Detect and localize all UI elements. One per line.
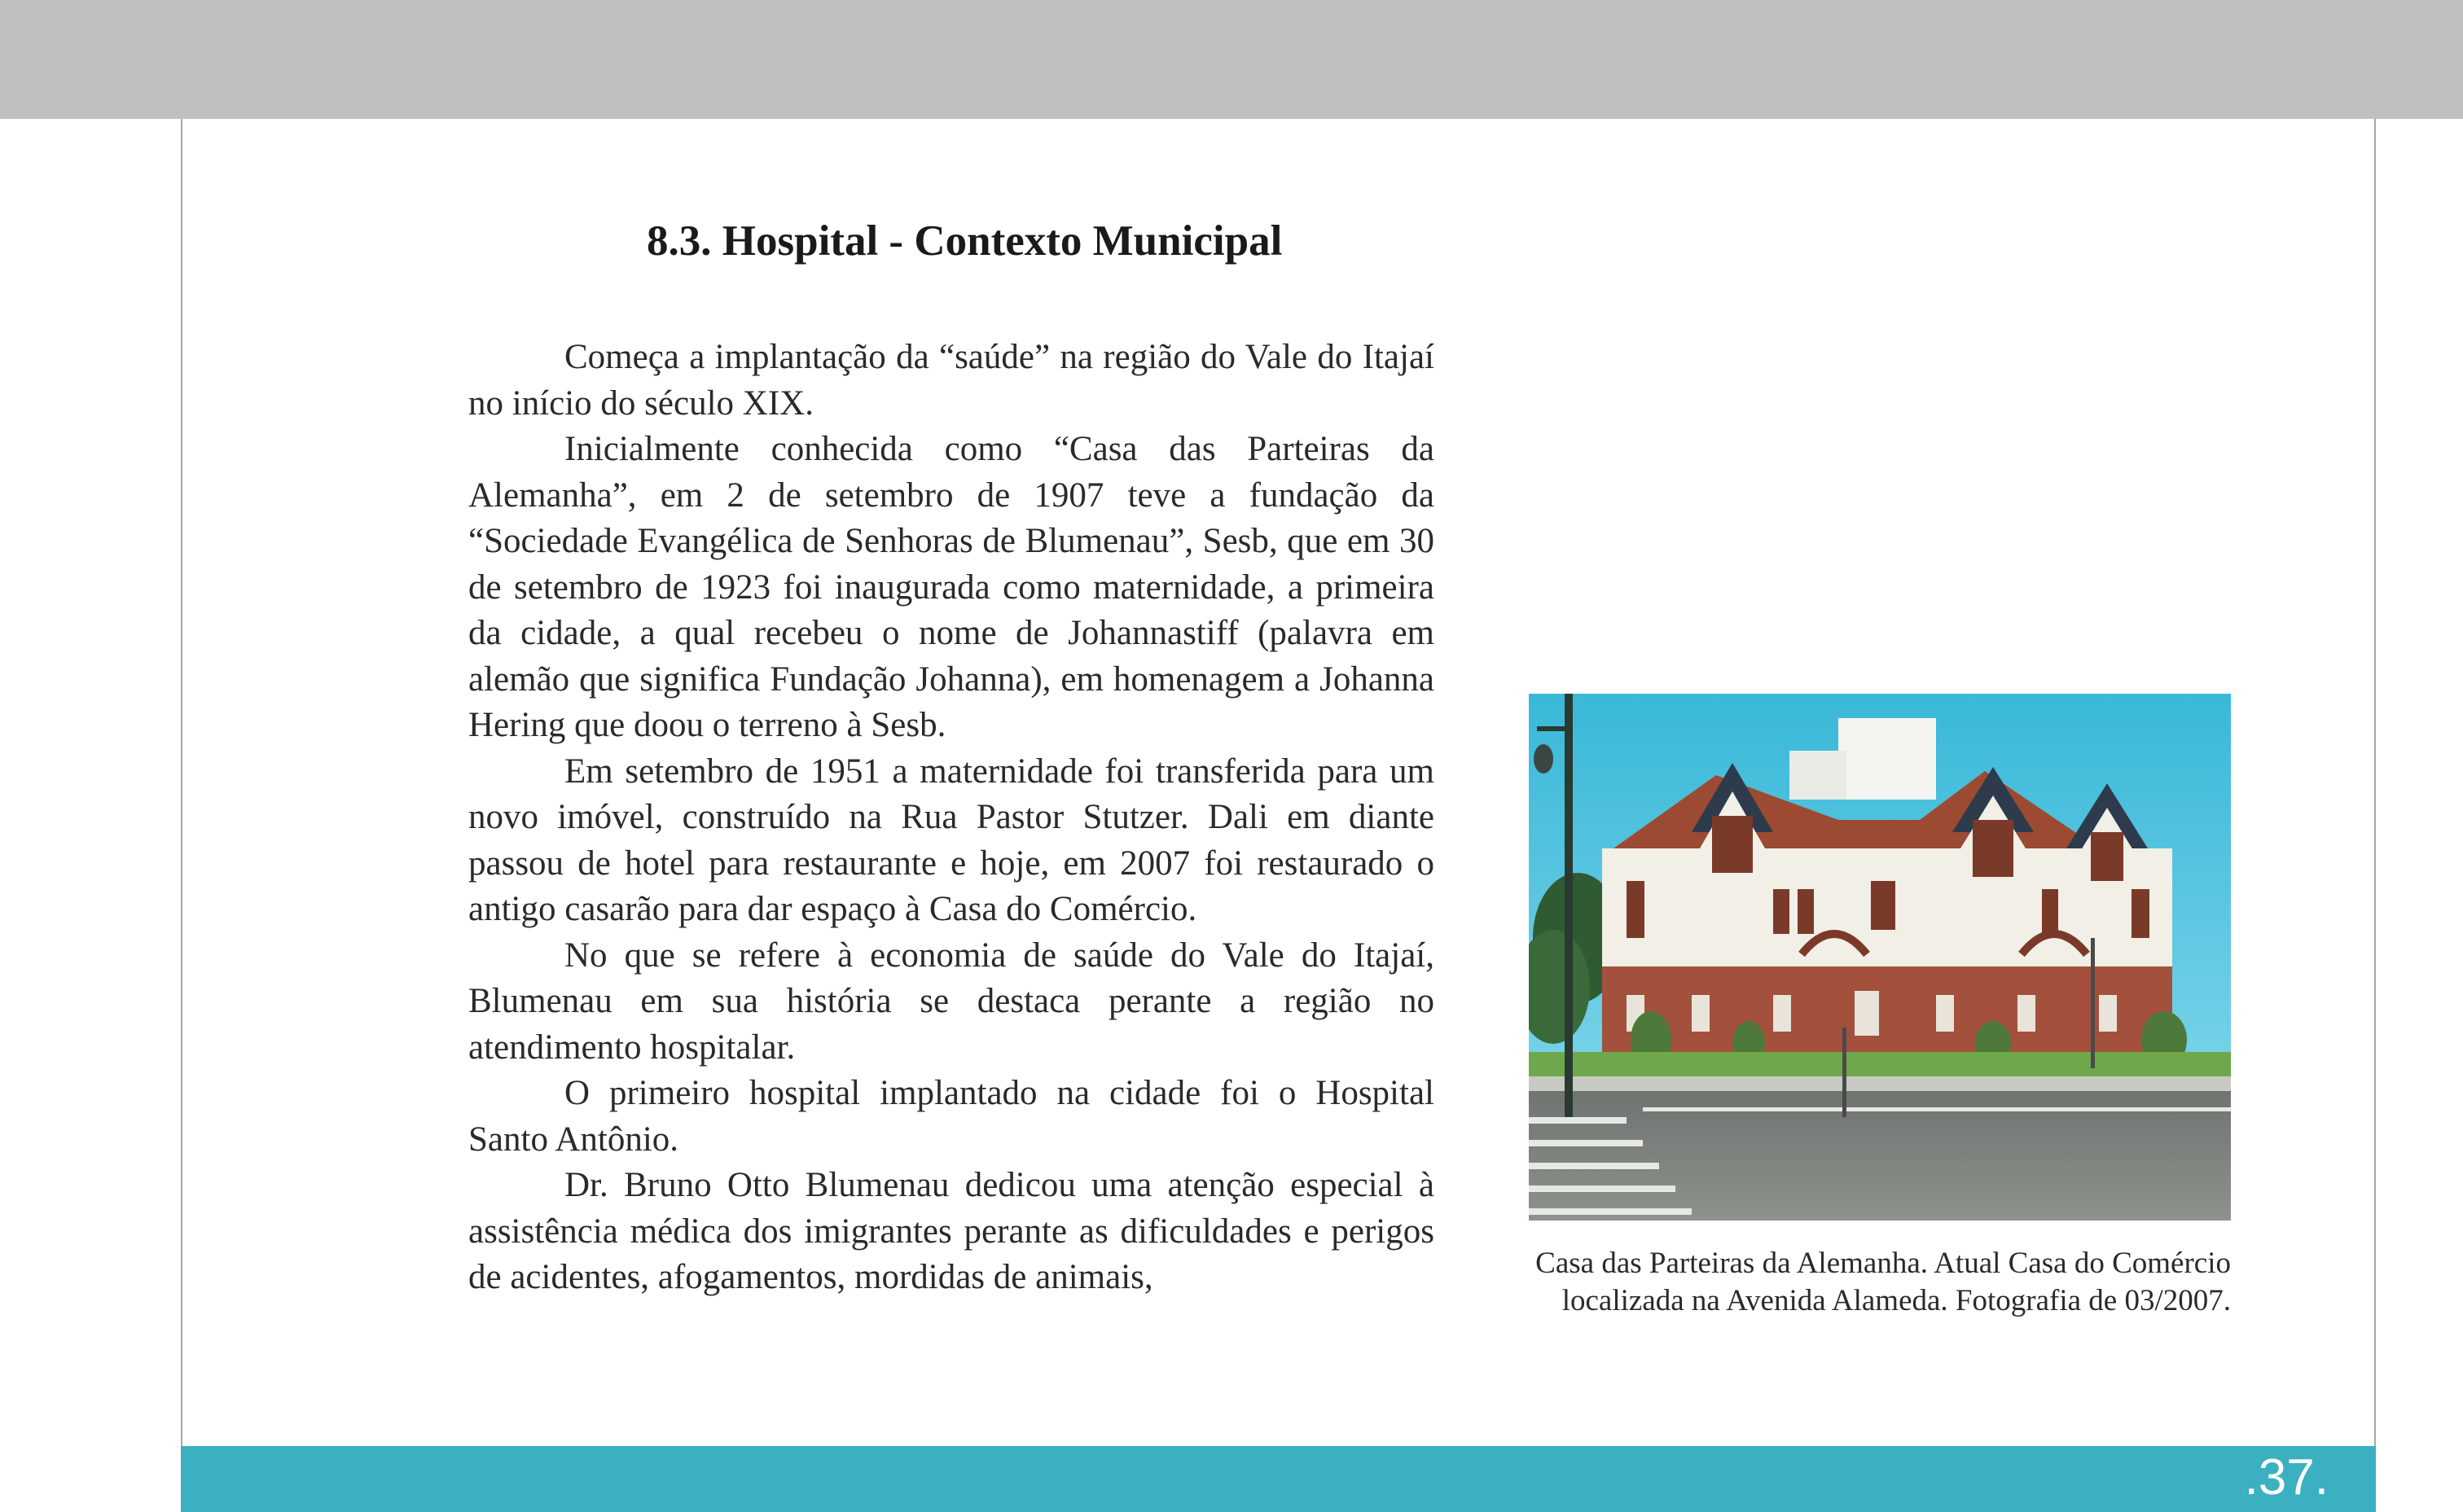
section-title: 8.3. Hospital - Contexto Municipal (647, 217, 1283, 265)
paragraph: Em setembro de 1951 a maternidade foi transferida para um novo imóvel, construído na Rua Pastor Stutzer. Dali em diante passou de hotel para restaurante e hoje, em 2007 foi restaurado o antigo casarão para dar espaço à Casa do Comércio. (468, 752, 1434, 928)
document-page (181, 119, 2376, 1446)
page-number: .37. (2244, 1449, 2329, 1505)
paragraph: Dr. Bruno Otto Blumenau dedicou uma atenção especial à assistência médica dos imigrantes perante as dificuldades e perigos de acidentes, afogamentos, mordidas de animais, (468, 1166, 1434, 1296)
paragraph: No que se refere à economia de saúde do Vale do Itajaí, Blumenau em sua história se destaca perante a região no atendimento hospitalar. (468, 936, 1434, 1067)
paragraph: Começa a implantação da “saúde” na região do Vale do Itajaí no início do século XIX. (468, 338, 1434, 423)
top-gray-band (0, 0, 2463, 119)
bottom-teal-band (181, 1446, 2376, 1512)
building-photo (1529, 694, 2231, 1221)
photo-caption: Casa das Parteiras da Alemanha. Atual Casa do Comércio localizada na Avenida Alameda. Fotografia de 03/2007. (1535, 1247, 2231, 1317)
body-text (468, 335, 1434, 1470)
paragraph: O primeiro hospital implantado na cidade foi o Hospital Santo Antônio. (468, 1074, 1434, 1159)
paragraph: Inicialmente conhecida como “Casa das Parteiras da Alemanha”, em 2 de setembro de 1907 teve a fundação da “Sociedade Evangélica de Senhoras de Blumenau”, Sesb, que em 30 de setembro de 1923 foi inaugurada como maternidade, a primeira da cidade, a qual recebeu o nome de Johannastiff (palavra em alemão que significa Fundação Johanna), em homenagem a Johanna Hering que doou o terreno à Sesb. (468, 430, 1434, 744)
